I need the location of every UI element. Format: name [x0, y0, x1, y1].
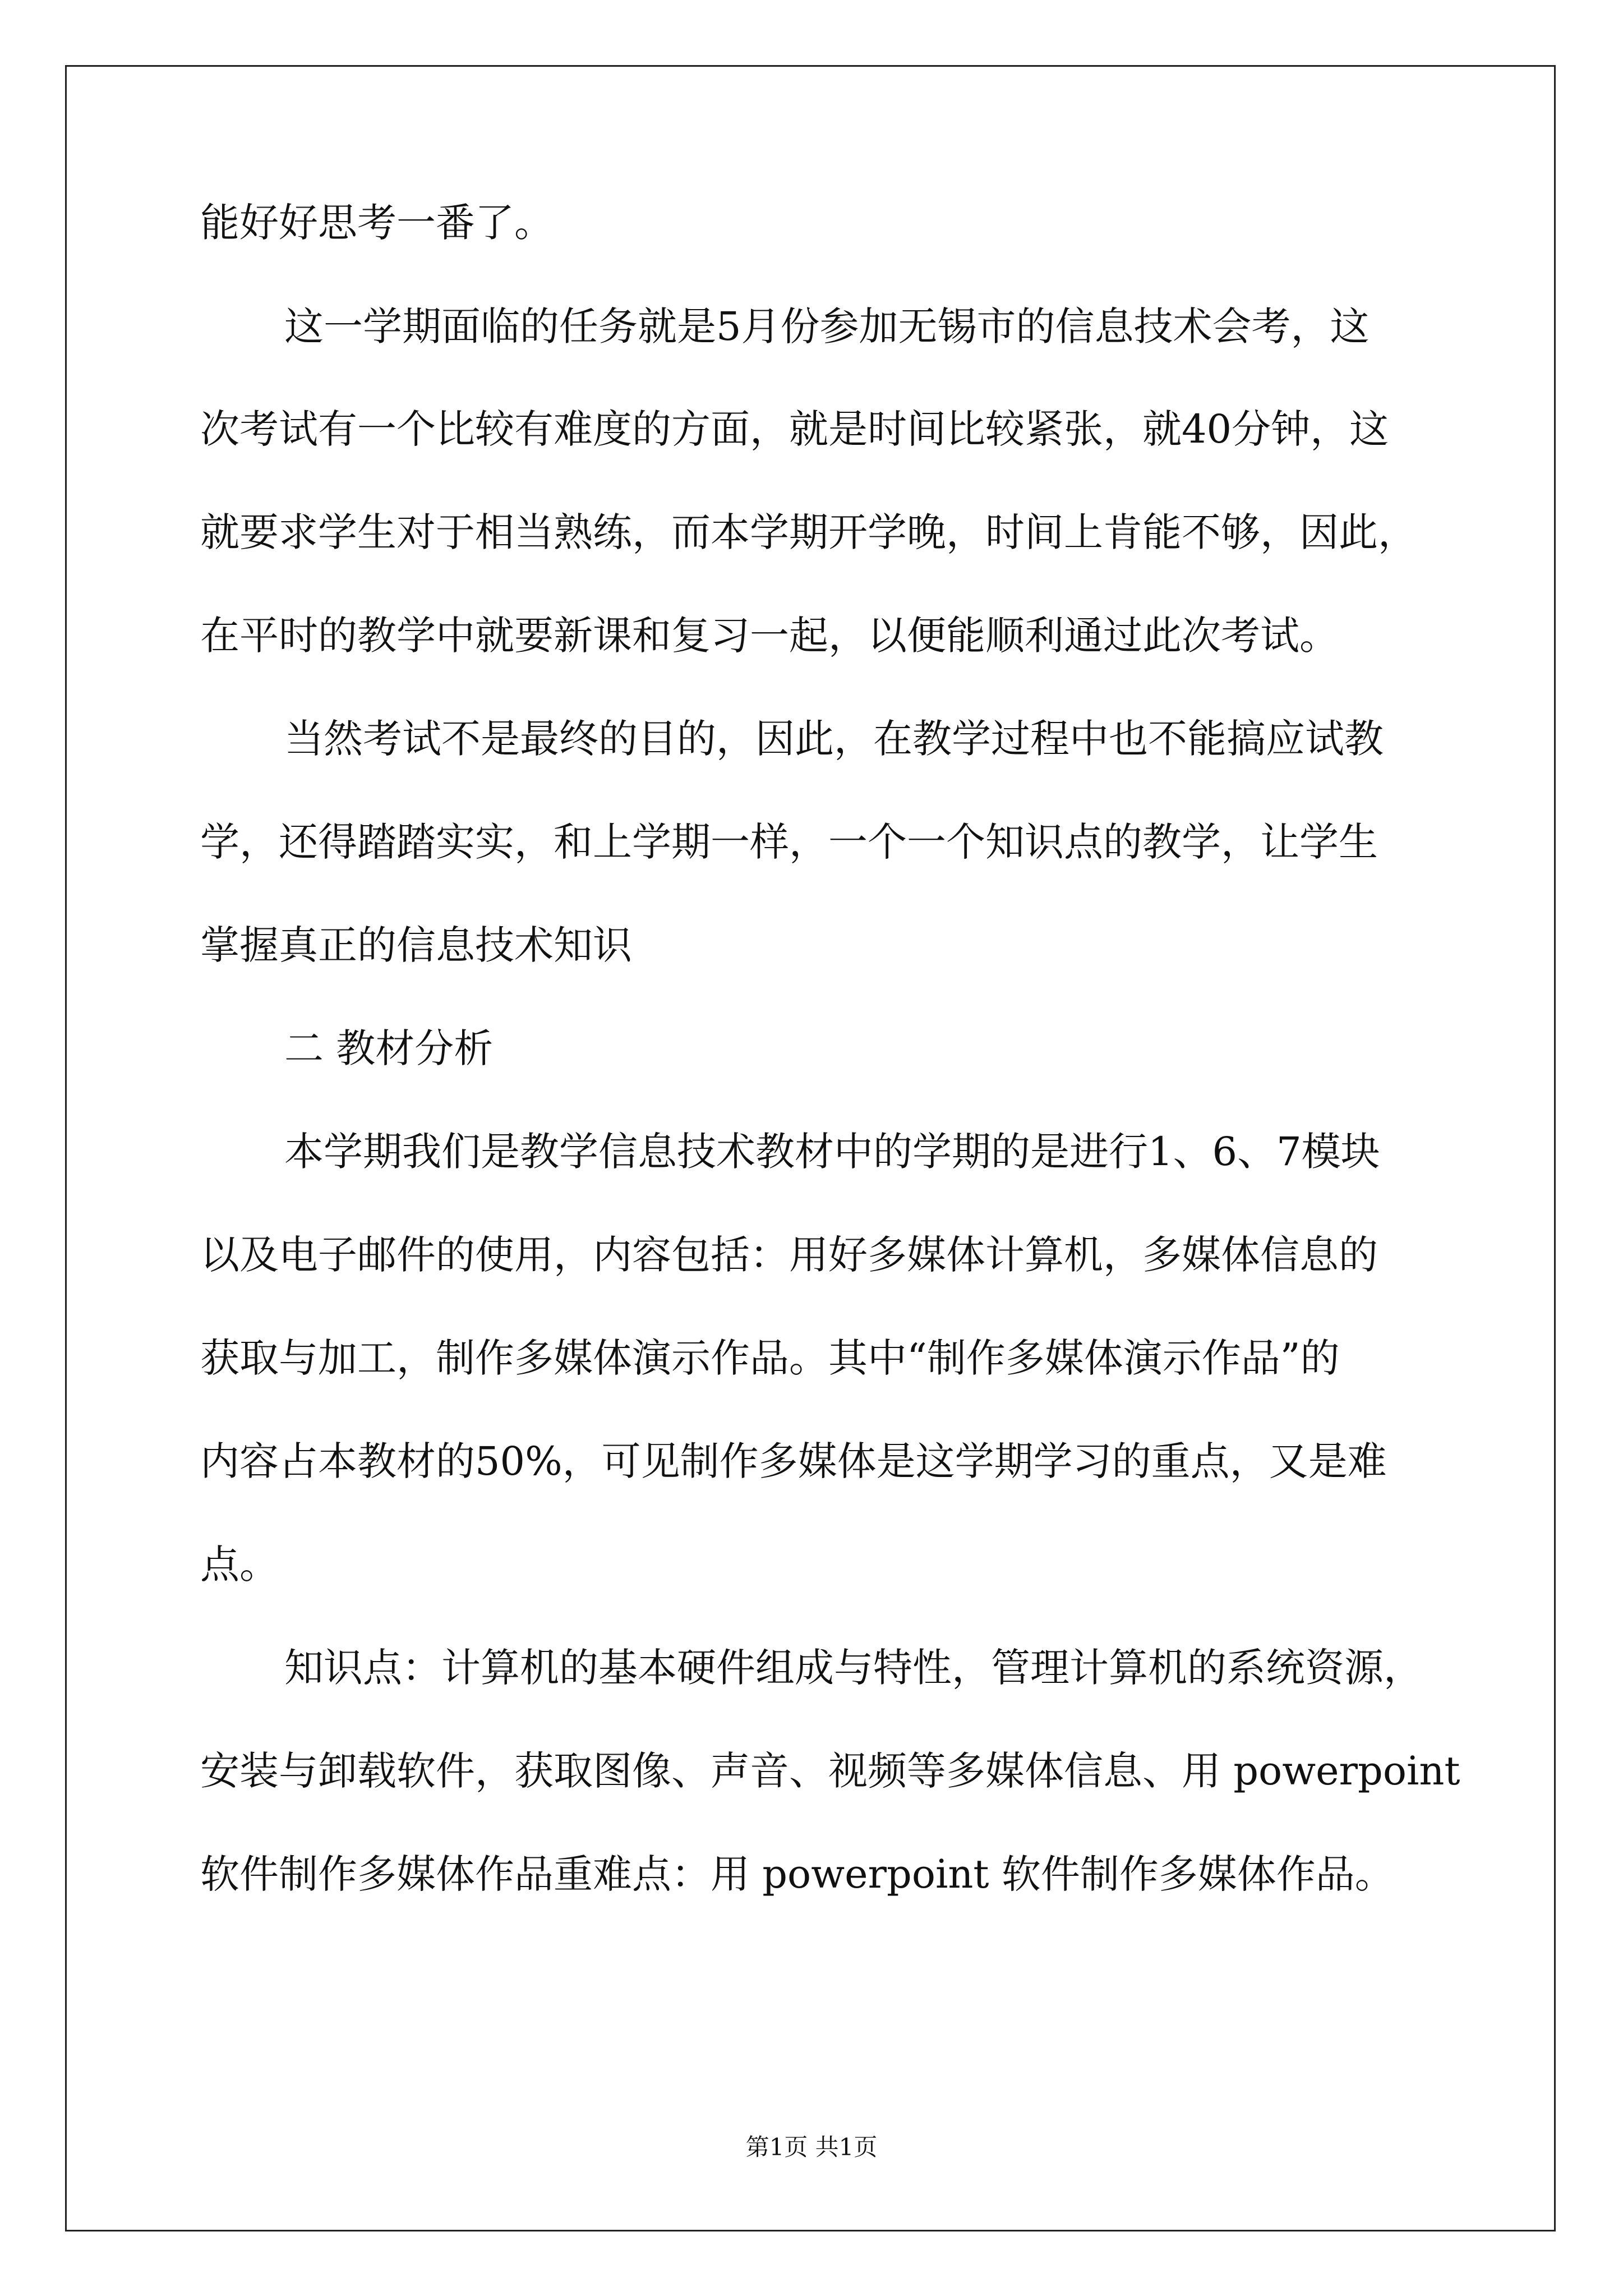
text-line: 次考试有一个比较有难度的方面，就是时间比较紧张，就40分钟，这 — [200, 406, 1389, 452]
text-line: 在平时的教学中就要新课和复习一起，以便能顺利通过此次考试。 — [200, 613, 1339, 659]
text-line: 内容占本教材的50%，可见制作多媒体是这学期学习的重点，又是难 — [200, 1438, 1387, 1484]
text-line: 本学期我们是教学信息技术教材中的学期的是进行1、6、7模块 — [284, 1129, 1380, 1175]
text-line: 点。 — [200, 1542, 279, 1588]
text-line: 就要求学生对于相当熟练，而本学期开学晚，时间上肯能不够，因此， — [200, 509, 1417, 555]
text-line: 能好好思考一番了。 — [200, 200, 554, 246]
section-heading: 二 教材分析 — [284, 1025, 494, 1071]
text-line: 这一学期面临的任务就是5月份参加无锡市的信息技术会考，这 — [284, 303, 1370, 349]
page-footer: 第1页 共1页 — [745, 2133, 878, 2161]
text-line: 学，还得踏踏实实，和上学期一样，一个一个知识点的教学，让学生 — [200, 819, 1378, 865]
text-line: 获取与加工，制作多媒体演示作品。其中“制作多媒体演示作品”的 — [200, 1335, 1340, 1381]
text-line: 知识点：计算机的基本硬件组成与特性，管理计算机的系统资源， — [284, 1645, 1423, 1691]
text-line: 掌握真正的信息技术知识 — [200, 922, 632, 968]
text-line: 安装与卸载软件，获取图像、声音、视频等多媒体信息、用 powerpoint — [200, 1748, 1460, 1794]
text-line: 当然考试不是最终的目的，因此，在教学过程中也不能搞应试教 — [284, 716, 1384, 762]
text-line: 以及电子邮件的使用，内容包括：用好多媒体计算机，多媒体信息的 — [200, 1232, 1378, 1278]
text-line: 软件制作多媒体作品重难点：用 powerpoint 软件制作多媒体作品。 — [200, 1851, 1394, 1897]
